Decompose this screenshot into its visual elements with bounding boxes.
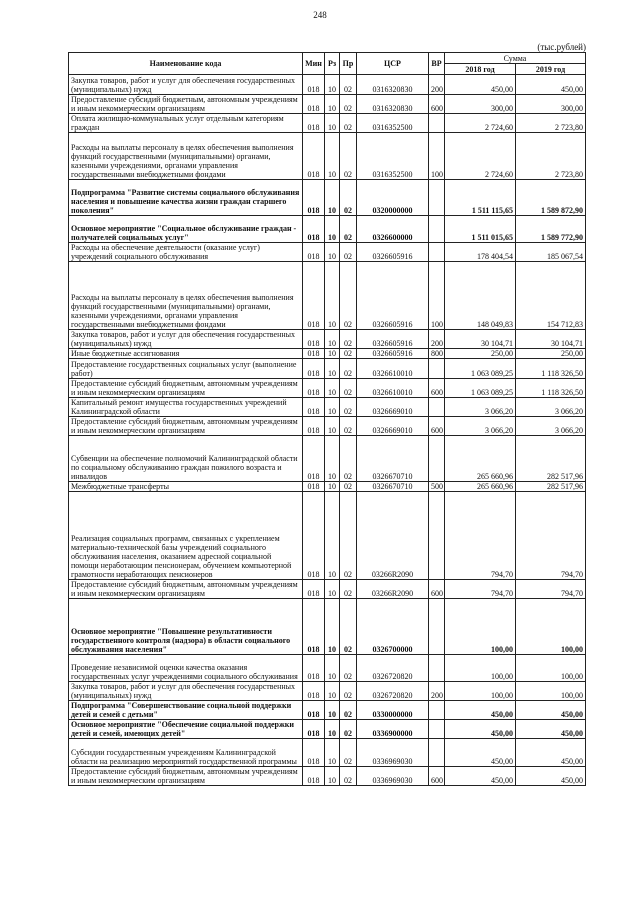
table-row	[69, 492, 586, 580]
row-2018: 2 724,60	[445, 133, 516, 180]
row-2018: 1 063 089,25	[445, 359, 516, 379]
row-rz: 10	[325, 580, 340, 599]
row-rz: 10	[325, 262, 340, 330]
row-name: Проведение независимой оценки качества оказания государственных услуг учреждениями социального обслуживания	[69, 655, 303, 682]
row-pr: 02	[340, 398, 357, 417]
row-csr: 0316352500	[357, 133, 429, 180]
row-min: 018	[303, 379, 325, 398]
row-rz: 10	[325, 492, 340, 580]
row-vr	[429, 720, 445, 739]
row-csr: 0326605916	[357, 330, 429, 349]
row-min: 018	[303, 580, 325, 599]
row-name: Подпрограмма "Развитие системы социального обслуживания населения и повышение качества жизни граждан старшего поколения"	[69, 180, 303, 216]
row-name: Предоставление субсидий бюджетным, автономным учреждениям и иным некоммерческим организациям	[69, 95, 303, 114]
row-vr	[429, 398, 445, 417]
row-2019: 282 517,96	[516, 482, 586, 492]
row-2019: 30 104,71	[516, 330, 586, 349]
units-label: (тыс.рублей)	[537, 42, 586, 52]
row-csr: 0316320830	[357, 95, 429, 114]
row-rz: 10	[325, 701, 340, 720]
table-row	[69, 580, 586, 599]
row-2018: 450,00	[445, 75, 516, 95]
row-pr: 02	[340, 436, 357, 482]
table-row	[69, 216, 586, 243]
row-csr: 0326720820	[357, 682, 429, 701]
row-rz: 10	[325, 682, 340, 701]
table-row	[69, 482, 586, 492]
table-row	[69, 359, 586, 379]
row-csr: 03266R2090	[357, 492, 429, 580]
row-name: Закупка товаров, работ и услуг для обеспечения государственных (муниципальных) нужд	[69, 682, 303, 701]
row-vr: 600	[429, 417, 445, 436]
row-vr: 600	[429, 767, 445, 786]
row-2019: 100,00	[516, 599, 586, 655]
row-2018: 265 660,96	[445, 436, 516, 482]
row-pr: 02	[340, 767, 357, 786]
row-min: 018	[303, 599, 325, 655]
row-2018: 450,00	[445, 720, 516, 739]
row-rz: 10	[325, 739, 340, 767]
row-2018: 3 066,20	[445, 398, 516, 417]
row-pr: 02	[340, 359, 357, 379]
row-rz: 10	[325, 398, 340, 417]
row-csr: 0326605916	[357, 243, 429, 262]
row-rz: 10	[325, 767, 340, 786]
row-csr: 0326669010	[357, 398, 429, 417]
row-name: Предоставление субсидий бюджетным, автономным учреждениям и иным некоммерческим организациям	[69, 580, 303, 599]
row-rz: 10	[325, 180, 340, 216]
row-vr	[429, 739, 445, 767]
row-min: 018	[303, 262, 325, 330]
table-row	[69, 417, 586, 436]
row-csr: 0336900000	[357, 720, 429, 739]
row-pr: 02	[340, 330, 357, 349]
table-row	[69, 398, 586, 417]
row-min: 018	[303, 482, 325, 492]
row-name: Субвенции на обеспечение полномочий Калининградской области по социальному обслуживанию граждан пожилого возраста и инвалидов	[69, 436, 303, 482]
row-2018: 1 511 015,65	[445, 216, 516, 243]
row-rz: 10	[325, 243, 340, 262]
row-name: Субсидии государственным учреждениям Калининградской области на реализацию мероприятий государственной программы	[69, 739, 303, 767]
header-sum: Сумма	[445, 53, 586, 64]
row-name: Подпрограмма "Совершенствование социальной поддержки детей и семей с детьми"	[69, 701, 303, 720]
row-csr: 0326605916	[357, 262, 429, 330]
row-min: 018	[303, 720, 325, 739]
row-pr: 02	[340, 492, 357, 580]
row-rz: 10	[325, 75, 340, 95]
row-min: 018	[303, 180, 325, 216]
row-rz: 10	[325, 349, 340, 359]
table-row	[69, 114, 586, 133]
row-min: 018	[303, 701, 325, 720]
header-2018: 2018 год	[445, 64, 516, 75]
row-name: Предоставление субсидий бюджетным, автономным учреждениям и иным некоммерческим организациям	[69, 767, 303, 786]
row-rz: 10	[325, 216, 340, 243]
row-vr	[429, 701, 445, 720]
row-2019: 450,00	[516, 767, 586, 786]
row-min: 018	[303, 216, 325, 243]
header-pr: Пр	[340, 53, 357, 75]
row-vr: 600	[429, 379, 445, 398]
row-name: Предоставление субсидий бюджетным, автономным учреждениям и иным некоммерческим организациям	[69, 379, 303, 398]
row-2018: 100,00	[445, 682, 516, 701]
row-name: Предоставление государственных социальных услуг (выполнение работ)	[69, 359, 303, 379]
table-row	[69, 599, 586, 655]
row-name: Основное мероприятие "Повышение результативности государственного контроля (надзора) в области социального обслуживания населения"	[69, 599, 303, 655]
row-vr	[429, 359, 445, 379]
table-row	[69, 262, 586, 330]
table-row	[69, 655, 586, 682]
row-pr: 02	[340, 682, 357, 701]
row-pr: 02	[340, 133, 357, 180]
row-min: 018	[303, 417, 325, 436]
row-name: Расходы на выплаты персоналу в целях обеспечения выполнения функций государственными (муниципальными) органами, казенными учреждениями, органами управления государственными внебюджетными фондами	[69, 133, 303, 180]
row-pr: 02	[340, 701, 357, 720]
row-2019: 1 118 326,50	[516, 359, 586, 379]
table-row	[69, 349, 586, 359]
row-min: 018	[303, 767, 325, 786]
header-row	[69, 53, 586, 64]
table-row	[69, 330, 586, 349]
row-csr: 0326610010	[357, 379, 429, 398]
row-2018: 100,00	[445, 655, 516, 682]
row-2018: 2 724,60	[445, 114, 516, 133]
row-min: 018	[303, 330, 325, 349]
row-vr: 800	[429, 349, 445, 359]
row-2019: 185 067,54	[516, 243, 586, 262]
row-rz: 10	[325, 114, 340, 133]
row-2018: 450,00	[445, 739, 516, 767]
row-csr: 0326600000	[357, 216, 429, 243]
row-csr: 03266R2090	[357, 580, 429, 599]
row-min: 018	[303, 114, 325, 133]
budget-table	[68, 52, 586, 786]
row-name: Реализация социальных программ, связанных с укреплением материально-технической базы учреждений социального обслуживания населения, оказанием адресной социальной помощи неработающим пенсионерам, обучением компьютерной грамотности неработающих пенсионеров	[69, 492, 303, 580]
table-row	[69, 180, 586, 216]
header-min: Мин	[303, 53, 325, 75]
row-csr: 0326670710	[357, 436, 429, 482]
row-csr: 0326610010	[357, 359, 429, 379]
row-vr: 200	[429, 682, 445, 701]
row-vr: 100	[429, 262, 445, 330]
row-name: Межбюджетные трансферты	[69, 482, 303, 492]
table-row	[69, 95, 586, 114]
row-min: 018	[303, 349, 325, 359]
table-row	[69, 243, 586, 262]
row-vr	[429, 180, 445, 216]
row-csr: 0326720820	[357, 655, 429, 682]
row-pr: 02	[340, 417, 357, 436]
row-min: 018	[303, 133, 325, 180]
row-2019: 3 066,20	[516, 398, 586, 417]
row-rz: 10	[325, 359, 340, 379]
row-pr: 02	[340, 720, 357, 739]
row-2018: 450,00	[445, 701, 516, 720]
row-vr	[429, 492, 445, 580]
row-pr: 02	[340, 243, 357, 262]
row-name: Основное мероприятие "Социальное обслуживание граждан - получателей социальных услуг"	[69, 216, 303, 243]
row-2019: 154 712,83	[516, 262, 586, 330]
row-pr: 02	[340, 580, 357, 599]
row-csr: 0320000000	[357, 180, 429, 216]
row-2019: 794,70	[516, 492, 586, 580]
row-2019: 450,00	[516, 75, 586, 95]
row-2019: 450,00	[516, 701, 586, 720]
row-name: Расходы на обеспечение деятельности (оказание услуг) учреждений социального обслуживания	[69, 243, 303, 262]
row-min: 018	[303, 398, 325, 417]
table-row	[69, 379, 586, 398]
row-min: 018	[303, 75, 325, 95]
row-min: 018	[303, 359, 325, 379]
row-vr	[429, 216, 445, 243]
row-2019: 3 066,20	[516, 417, 586, 436]
row-name: Капитальный ремонт имущества государственных учреждений Калининградской области	[69, 398, 303, 417]
header-rz: Рз	[325, 53, 340, 75]
row-name: Расходы на выплаты персоналу в целях обеспечения выполнения функций государственными (муниципальными) органами, казенными учреждениями, органами управления государственными внебюджетными фондами	[69, 262, 303, 330]
row-rz: 10	[325, 720, 340, 739]
table-body	[69, 75, 586, 786]
row-rz: 10	[325, 599, 340, 655]
row-vr	[429, 655, 445, 682]
table-row	[69, 75, 586, 95]
row-vr: 200	[429, 75, 445, 95]
table-row	[69, 436, 586, 482]
row-pr: 02	[340, 216, 357, 243]
row-vr	[429, 599, 445, 655]
row-2019: 450,00	[516, 739, 586, 767]
header-2019: 2019 год	[516, 64, 586, 75]
row-2019: 450,00	[516, 720, 586, 739]
row-pr: 02	[340, 349, 357, 359]
row-vr	[429, 436, 445, 482]
row-rz: 10	[325, 133, 340, 180]
row-2018: 1 063 089,25	[445, 379, 516, 398]
table-row	[69, 739, 586, 767]
row-min: 018	[303, 492, 325, 580]
row-vr: 600	[429, 95, 445, 114]
row-csr: 0326605916	[357, 349, 429, 359]
row-2019: 794,70	[516, 580, 586, 599]
row-csr: 0316320830	[357, 75, 429, 95]
row-pr: 02	[340, 75, 357, 95]
row-pr: 02	[340, 262, 357, 330]
row-2019: 300,00	[516, 95, 586, 114]
header-csr: ЦСР	[357, 53, 429, 75]
row-pr: 02	[340, 114, 357, 133]
row-2019: 1 589 872,90	[516, 180, 586, 216]
row-2019: 2 723,80	[516, 133, 586, 180]
row-csr: 0326700000	[357, 599, 429, 655]
row-pr: 02	[340, 180, 357, 216]
row-csr: 0326669010	[357, 417, 429, 436]
row-vr	[429, 114, 445, 133]
row-rz: 10	[325, 655, 340, 682]
row-pr: 02	[340, 482, 357, 492]
row-csr: 0326670710	[357, 482, 429, 492]
row-vr: 500	[429, 482, 445, 492]
row-2018: 794,70	[445, 492, 516, 580]
row-pr: 02	[340, 739, 357, 767]
row-pr: 02	[340, 599, 357, 655]
row-2018: 265 660,96	[445, 482, 516, 492]
header-vr: ВР	[429, 53, 445, 75]
row-rz: 10	[325, 436, 340, 482]
row-2018: 178 404,54	[445, 243, 516, 262]
table-row	[69, 682, 586, 701]
row-csr: 0316352500	[357, 114, 429, 133]
row-name: Иные бюджетные ассигнования	[69, 349, 303, 359]
row-csr: 0336969030	[357, 767, 429, 786]
row-name: Закупка товаров, работ и услуг для обеспечения государственных (муниципальных) нужд	[69, 330, 303, 349]
table-row	[69, 701, 586, 720]
row-csr: 0330000000	[357, 701, 429, 720]
row-vr: 100	[429, 133, 445, 180]
row-min: 018	[303, 655, 325, 682]
row-2019: 282 517,96	[516, 436, 586, 482]
row-name: Закупка товаров, работ и услуг для обеспечения государственных (муниципальных) нужд	[69, 75, 303, 95]
row-rz: 10	[325, 95, 340, 114]
table-row	[69, 133, 586, 180]
row-name: Оплата жилищно-коммунальных услуг отдельным категориям граждан	[69, 114, 303, 133]
row-min: 018	[303, 243, 325, 262]
row-pr: 02	[340, 95, 357, 114]
row-2018: 100,00	[445, 599, 516, 655]
row-name: Основное мероприятие "Обеспечение социальной поддержки детей и семей, имеющих детей"	[69, 720, 303, 739]
header-name: Наименование кода	[69, 53, 303, 75]
row-min: 018	[303, 682, 325, 701]
row-rz: 10	[325, 330, 340, 349]
row-2019: 100,00	[516, 682, 586, 701]
table-row	[69, 720, 586, 739]
row-pr: 02	[340, 379, 357, 398]
row-2019: 1 118 326,50	[516, 379, 586, 398]
table-row	[69, 767, 586, 786]
row-csr: 0336969030	[357, 739, 429, 767]
row-min: 018	[303, 739, 325, 767]
row-2018: 3 066,20	[445, 417, 516, 436]
page-number: 248	[313, 10, 327, 20]
row-2018: 300,00	[445, 95, 516, 114]
row-2019: 1 589 772,90	[516, 216, 586, 243]
row-2019: 2 723,80	[516, 114, 586, 133]
row-pr: 02	[340, 655, 357, 682]
row-name: Предоставление субсидий бюджетным, автономным учреждениям и иным некоммерческим организациям	[69, 417, 303, 436]
row-rz: 10	[325, 417, 340, 436]
row-2018: 450,00	[445, 767, 516, 786]
row-rz: 10	[325, 482, 340, 492]
row-vr: 600	[429, 580, 445, 599]
row-2019: 250,00	[516, 349, 586, 359]
row-2018: 794,70	[445, 580, 516, 599]
row-min: 018	[303, 436, 325, 482]
row-vr: 200	[429, 330, 445, 349]
row-rz: 10	[325, 379, 340, 398]
row-min: 018	[303, 95, 325, 114]
row-2018: 1 511 115,65	[445, 180, 516, 216]
row-2018: 30 104,71	[445, 330, 516, 349]
row-2018: 250,00	[445, 349, 516, 359]
row-vr	[429, 243, 445, 262]
row-2019: 100,00	[516, 655, 586, 682]
row-2018: 148 049,83	[445, 262, 516, 330]
